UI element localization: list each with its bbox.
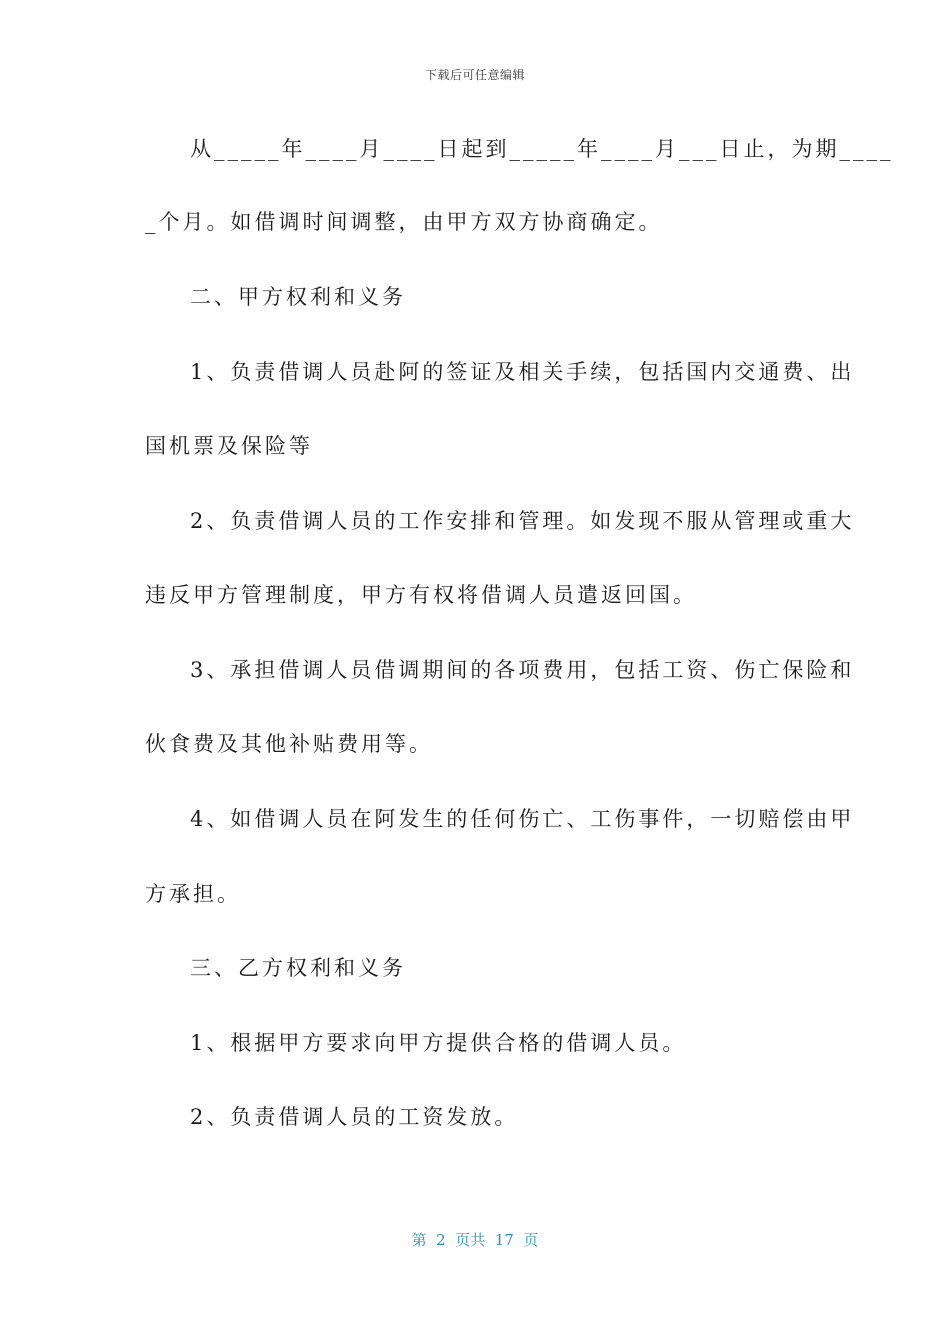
paragraph-line-duration: _个月。如借调时间调整，由甲方双方协商确定。: [145, 210, 663, 234]
clause-a1-line2: 国机票及保险等: [145, 434, 313, 458]
clause-a4-line2: 方承担。: [145, 882, 241, 906]
clause-b1: 1、根据甲方要求向甲方提供合格的借调人员。: [190, 1031, 687, 1055]
clause-a3-line1: 3、承担借调人员借调期间的各项费用，包括工资、伤亡保险和: [190, 658, 855, 682]
clause-a2-line2: 违反甲方管理制度，甲方有权将借调人员遣返回国。: [145, 583, 697, 607]
paragraph-line-date-range: 从_____年____月____日起到_____年____月___日止，为期____: [190, 137, 894, 161]
section-heading-party-b: 三、乙方权利和义务: [190, 956, 406, 980]
page-header: 下载后可任意编辑: [424, 68, 525, 82]
clause-a1-line1: 1、负责借调人员赴阿的签证及相关手续，包括国内交通费、出: [190, 360, 855, 384]
clause-a4-line1: 4、如借调人员在阿发生的任何伤亡、工伤事件，一切赔偿由甲: [190, 807, 855, 831]
page-number-footer: 第 2 页共 17 页: [411, 1231, 539, 1249]
clause-a2-line1: 2、负责借调人员的工作安排和管理。如发现不服从管理或重大: [190, 509, 855, 533]
clause-a3-line2: 伙食费及其他补贴费用等。: [145, 732, 433, 756]
clause-b2: 2、负责借调人员的工资发放。: [190, 1105, 519, 1129]
section-heading-party-a: 二、甲方权利和义务: [190, 285, 406, 309]
